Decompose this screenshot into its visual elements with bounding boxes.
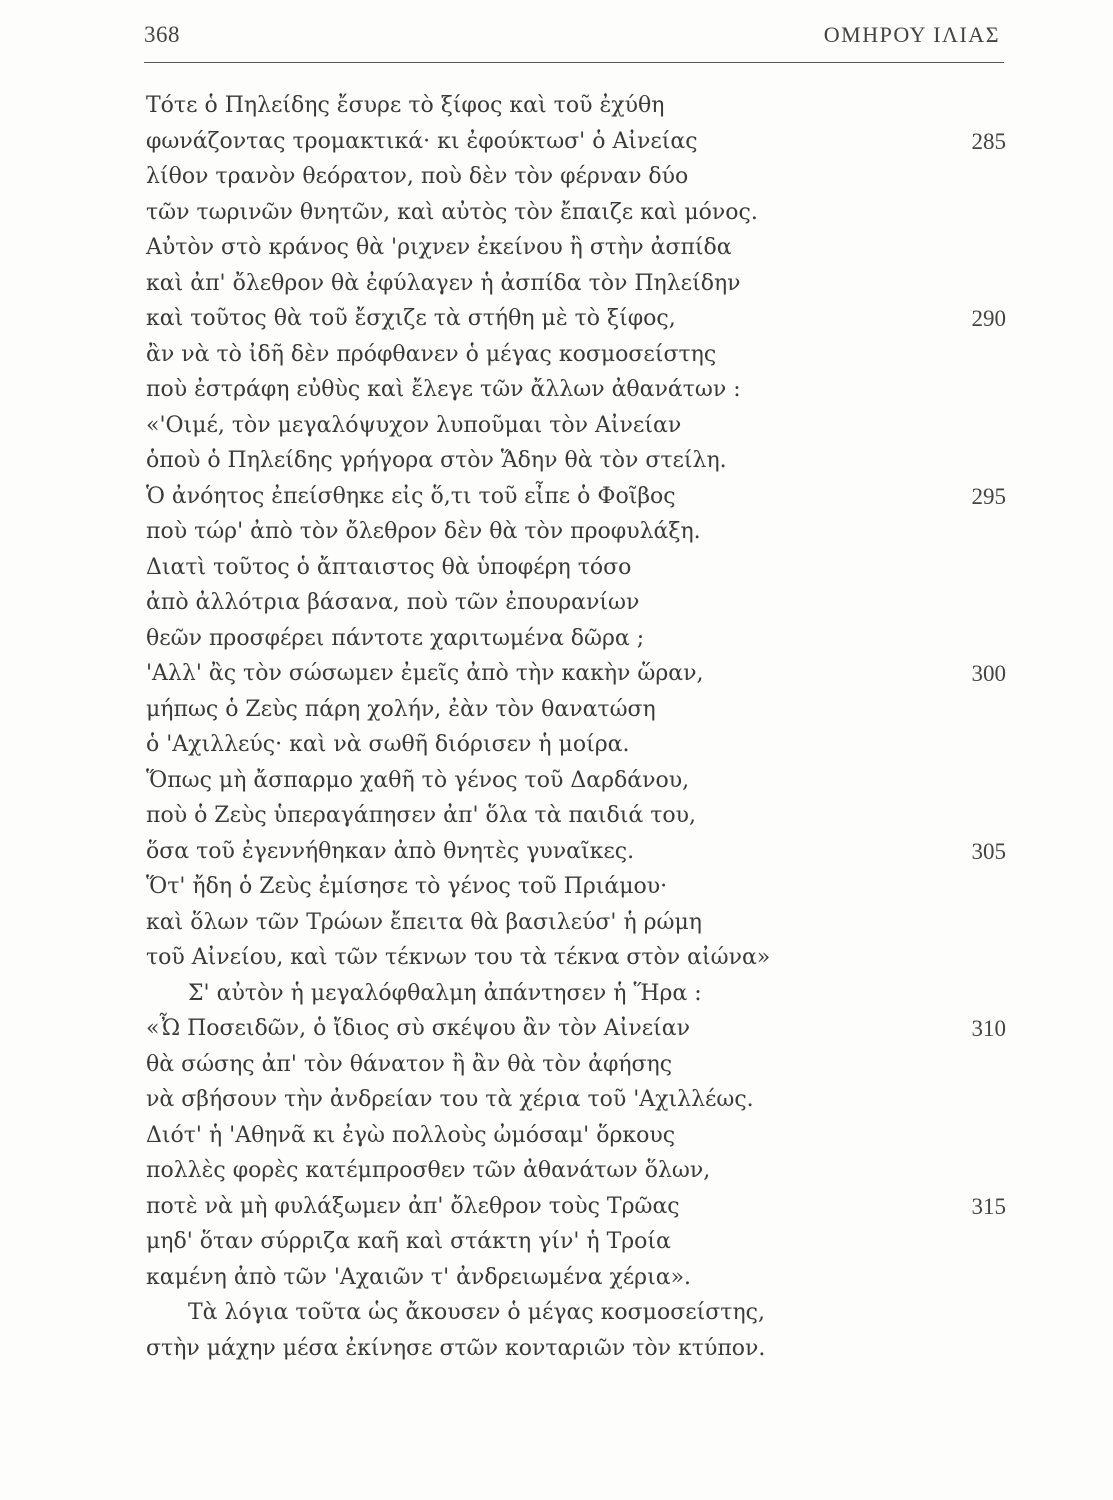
- verse-line-text: τοῦ Αἰνείου, καὶ τῶν τέκνων του τὰ τέκνα στὸν αἰώνα»: [146, 945, 771, 970]
- line-number: 285: [971, 128, 1006, 154]
- verse-line: [146, 1260, 1006, 1296]
- verse-line: [146, 1331, 1006, 1367]
- page-header: [144, 22, 1000, 52]
- verse-line: [146, 1047, 1006, 1083]
- verse-line-text: ὁ 'Αχιλλεύς· καὶ νὰ σωθῆ διόρισεν ἡ μοίρα.: [146, 732, 630, 757]
- verse-line-text: ποτὲ νὰ μὴ φυλάξωμεν ἀπ' ὄλεθρον τοὺς Τρῶας: [146, 1193, 680, 1219]
- verse-line: [146, 585, 1006, 621]
- verse-line-text: Ὅπως μὴ ἄσπαρμο χαθῆ τὸ γένος τοῦ Δαρδάνου,: [146, 767, 690, 793]
- verse-line-text: καὶ ὅλων τῶν Τρώων ἔπειτα θὰ βασιλεύσ' ἡ ρώμη: [146, 909, 702, 935]
- verse-line: [146, 372, 1006, 408]
- verse-line-text: Διότ' ἡ 'Αθηνᾶ κι ἐγὼ πολλοὺς ὠμόσαμ' ὅρκους: [146, 1122, 676, 1148]
- verse-line-text: φωνάζοντας τρομακτικά· κι ἐφούκτωσ' ὁ Αἰνείας: [146, 128, 698, 154]
- verse-line-text: Ὁ ἀνόητος ἐπείσθηκε εἰς ὅ,τι τοῦ εἶπε ὁ Φοῖβος: [146, 483, 676, 509]
- verse-line-text: ἂν νὰ τὸ ἰδῆ δὲν πρόφθανεν ὁ μέγας κοσμοσείστης: [146, 341, 717, 367]
- line-number: 315: [971, 1193, 1006, 1219]
- line-number: 290: [971, 306, 1006, 331]
- verse-line: [146, 940, 1006, 976]
- verse-line: [146, 656, 1006, 692]
- verse-line: [146, 195, 1006, 231]
- verse-line: [146, 976, 1006, 1012]
- verse-line: [146, 905, 1006, 941]
- verse-line: [146, 1153, 1006, 1189]
- verse-line-text: Αὐτὸν στὸ κράνος θὰ 'ριχνεν ἐκείνου ἢ στὴν ἀσπίδα: [146, 235, 732, 260]
- verse-line: [146, 798, 1006, 834]
- verse-line-text: «Ὦ Ποσειδῶν, ὁ ἴδιος σὺ σκέψου ἂν τὸν Αἰνείαν: [146, 1016, 690, 1041]
- line-number: 300: [971, 661, 1006, 686]
- verse-line-text: μήπως ὁ Ζεὺς πάρη χολήν, ἐὰν τὸν θανατώση: [146, 696, 656, 722]
- verse-line: [146, 869, 1006, 905]
- verse-line: [146, 408, 1006, 444]
- verse-line: [146, 443, 1006, 479]
- verse-line-text: θεῶν προσφέρει πάντοτε χαριτωμένα δῶρα ;: [146, 625, 645, 651]
- verse-line-text: καὶ τοῦτος θὰ τοῦ ἔσχιζε τὰ στήθη μὲ τὸ ξίφος,: [146, 306, 676, 331]
- verse-line-text: πολλὲς φορὲς κατέμπροσθεν τῶν ἀθανάτων ὅλων,: [146, 1158, 711, 1183]
- verse-line: [146, 124, 1006, 160]
- verse-line: [146, 834, 1006, 870]
- verse-line-text: μηδ' ὅταν σύρριζα καῆ καὶ στάκτη γίν' ἡ Τροία: [146, 1229, 671, 1254]
- verse-line-text: Τὰ λόγια τοῦτα ὡς ἄκουσεν ὁ μέγας κοσμοσείστης,: [188, 1300, 765, 1325]
- verse-line-text: Τότε ὁ Πηλείδης ἔσυρε τὸ ξίφος καὶ τοῦ ἐχύθη: [146, 93, 665, 118]
- verse-line: [146, 692, 1006, 728]
- verse-line: [146, 1118, 1006, 1154]
- line-number: 310: [971, 1016, 1006, 1041]
- verse-line-text: τῶν τωρινῶν θνητῶν, καὶ αὐτὸς τὸν ἔπαιζε καὶ μόνος.: [146, 199, 758, 225]
- verse-line-text: ἀπὸ ἀλλότρια βάσανα, ποὺ τῶν ἐπουρανίων: [146, 590, 640, 615]
- verse-line-text: καμένη ἀπὸ τῶν 'Αχαιῶν τ' ἀνδρειωμένα χέρια».: [146, 1264, 692, 1290]
- verse-line-text: Ὅτ' ἤδη ὁ Ζεὺς ἐμίσησε τὸ γένος τοῦ Πριάμου·: [146, 874, 668, 899]
- verse-line-text: νὰ σβήσουν τὴν ἀνδρείαν του τὰ χέρια τοῦ 'Αχιλλέως.: [146, 1087, 754, 1112]
- verse-line-text: Σ' αὐτὸν ἡ μεγαλόφθαλμη ἀπάντησεν ἡ Ἥρα :: [188, 980, 702, 1006]
- verse-line: [146, 1189, 1006, 1225]
- verse-line: [146, 479, 1006, 515]
- verse-line: [146, 1295, 1006, 1331]
- verse-line-text: θὰ σώσης ἀπ' τὸν θάνατον ἢ ἂν θὰ τὸν ἀφήσης: [146, 1051, 673, 1077]
- verse-line: [146, 1082, 1006, 1118]
- header-rule: [144, 62, 1004, 63]
- line-number: 305: [971, 838, 1006, 864]
- verse-line-text: ὅσα τοῦ ἐγεννήθηκαν ἀπὸ θνητὲς γυναῖκες.: [146, 838, 635, 864]
- verse-line: [146, 266, 1006, 302]
- verse-line: [146, 1224, 1006, 1260]
- running-head: ΟΜΗΡΟΥ ΙΛΙΑΣ: [823, 22, 1000, 47]
- verse-line: [146, 337, 1006, 373]
- verse-line: [146, 514, 1006, 550]
- verse-line-text: καὶ ἀπ' ὄλεθρον θὰ ἐφύλαγεν ἡ ἀσπίδα τὸν Πηλείδην: [146, 270, 741, 296]
- verse-line-text: Διατὶ τοῦτος ὁ ἄπταιστος θὰ ὑποφέρη τόσο: [146, 554, 632, 580]
- verse-line: [146, 621, 1006, 657]
- verse-line-text: λίθον τρανὸν θεόρατον, ποὺ δὲν τὸν φέρναν δύο: [146, 164, 689, 189]
- verse-line: [146, 301, 1006, 337]
- verse-line-text: ποὺ ἐστράφη εὐθὺς καὶ ἔλεγε τῶν ἄλλων ἀθανάτων :: [146, 377, 741, 402]
- verse-line: [146, 159, 1006, 195]
- verse-block: [146, 88, 1006, 1366]
- verse-line: [146, 727, 1006, 763]
- verse-line: [146, 230, 1006, 266]
- verse-line-text: 'Αλλ' ἂς τὸν σώσωμεν ἐμεῖς ἀπὸ τὴν κακὴν ὥραν,: [146, 661, 704, 686]
- page-number: 368: [144, 22, 180, 47]
- verse-line-text: στὴν μάχην μέσα ἐκίνησε στῶν κονταριῶν τὸν κτύπον.: [146, 1335, 766, 1361]
- verse-line: [146, 550, 1006, 586]
- verse-line: [146, 1011, 1006, 1047]
- verse-line-text: ὁποὺ ὁ Πηλείδης γρήγορα στὸν Ἅδην θὰ τὸν στείλη.: [146, 448, 727, 473]
- verse-line-text: ποὺ τώρ' ἀπὸ τὸν ὄλεθρον δὲν θὰ τὸν προφυλάξη.: [146, 519, 701, 544]
- verse-line: [146, 88, 1006, 124]
- line-number: 295: [971, 483, 1006, 509]
- verse-line-text: ποὺ ὁ Ζεὺς ὑπεραγάπησεν ἀπ' ὅλα τὰ παιδιά του,: [146, 803, 696, 828]
- verse-line: [146, 763, 1006, 799]
- verse-line-text: «'Οιμέ, τὸν μεγαλόψυχον λυποῦμαι τὸν Αἰνείαν: [146, 412, 682, 438]
